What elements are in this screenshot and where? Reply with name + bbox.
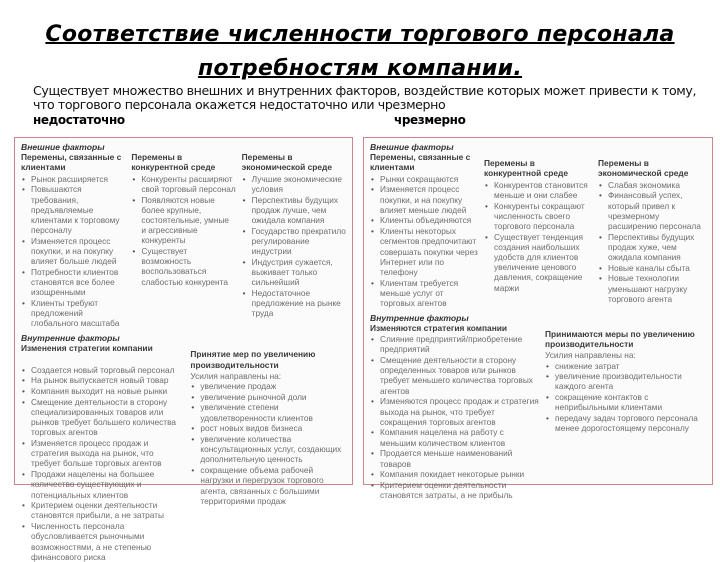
panel-insufficient	[14, 137, 353, 562]
list-item: • Клиенты объединяются	[370, 215, 478, 225]
column-heading: Изменяются стратегия компании	[370, 322, 508, 333]
list-item: • снижение затрат	[545, 361, 706, 371]
list-item: • Конкурентов становится меньше и они слабее	[484, 180, 592, 200]
list-item: • Слияние предприятий/приобретение предприятий	[370, 334, 539, 354]
list-item: • Клиенты требуют предложений глобального масштаба	[21, 298, 125, 329]
column-heading: Принятие мер по увеличению производительности	[190, 349, 316, 370]
factor-list	[545, 361, 706, 434]
list-item: • Компания выходит на новые рынки	[21, 386, 184, 396]
list-item: • Появляются новые более крупные, состоятельные, умные и агрессивные конкуренты	[131, 195, 235, 246]
external-factors-heading: Внешние факторы	[21, 142, 105, 152]
list-item: • Финансовый успех, который привел к чрезмерному расширению персонала	[598, 190, 706, 231]
list-item: • Компания покидает некоторые рынки	[370, 469, 539, 479]
list-item: • Перспективы будущих продаж лучше, чем ожидала компания	[242, 195, 346, 226]
column-productivity	[545, 323, 706, 501]
list-item: • Существует тенденция создания наибольших удобств для клиентов увеличение ценового давления, сокращение маржи	[484, 232, 592, 293]
title-line-2: потребностям компании.	[197, 56, 523, 81]
list-item: • Конкуренты расширяют свой торговый персонал	[131, 174, 235, 194]
list-item: • Изменяется процесс продаж и стратегия выхода на рынок, что требует больше торговых агентов	[21, 438, 184, 469]
column-heading: Принимаются меры по увеличению производительности	[545, 328, 695, 350]
column-lead: Усилия направлены на:	[545, 350, 636, 361]
list-item: • Недостаточное предложение на рынке труда	[242, 288, 346, 319]
column-clients	[370, 152, 478, 309]
list-item: • Повышаются требования, предъявляемые клиентами к торговому персоналу	[21, 184, 125, 235]
slide-title	[0, 18, 720, 86]
column-lead: Усилия направлены на:	[190, 370, 282, 381]
column-heading: Перемены, связанные с клиентами	[370, 152, 471, 173]
internal-factors-row	[21, 343, 346, 562]
list-item: • рост новых видов бизнеса	[190, 423, 346, 433]
list-item: • Компания нацелена на работу с меньшим количеством клиентов	[370, 427, 539, 447]
internal-factors-heading: Внутренние факторы	[370, 312, 469, 323]
factor-list	[131, 174, 235, 287]
list-item: • Создается новый торговый персонал	[21, 365, 184, 375]
list-item: • Лучшие экономические условия	[242, 174, 346, 194]
list-item: • Численность персонала обусловливается рыночными возможностями, а не степенью финансового риска	[21, 521, 184, 562]
list-item: • Конкуренты сокращают численность своего торгового персонала	[484, 201, 592, 232]
list-item: • Слабая экономика	[598, 180, 706, 190]
column-productivity	[190, 343, 346, 562]
list-item: • Клиенты некоторых сегментов предпочитают совершать покупки через Интернет или по телефону	[370, 226, 478, 277]
list-item: • увеличение количества консультационных услуг, создающих дополнительную ценность	[190, 434, 346, 465]
panel-excessive	[363, 137, 713, 501]
list-item: • Изменяются процесс продаж и стратегия выхода на рынок, что требует сокращения торговых агентов	[370, 396, 539, 427]
column-economy	[598, 152, 706, 309]
column-clients	[21, 152, 125, 329]
column-strategy	[370, 323, 539, 501]
column-competition	[131, 152, 235, 329]
column-strategy	[21, 343, 184, 562]
factor-list	[370, 174, 478, 309]
list-item: • Индустрия сужается, выживает только сильнейший	[242, 257, 346, 288]
column-competition	[484, 152, 592, 309]
column-heading: Перемены в конкурентной среде	[131, 152, 216, 173]
column-heading: Перемены в экономической среде	[598, 158, 689, 179]
list-item: • На рынок выпускается новый товар	[21, 375, 184, 385]
list-item: • сокращение объема рабочей нагрузки и перегрузок торгового агента, связанных с большими территориями продаж	[190, 465, 346, 506]
column-heading: Перемены, связанные с клиентами	[21, 152, 122, 173]
list-item: • увеличение рыночной доли	[190, 392, 346, 402]
external-factors-row	[370, 152, 706, 309]
external-factors-row	[21, 152, 346, 329]
list-item: • сокращение контактов с неприбыльными клиентами	[545, 392, 706, 412]
list-item: • Новые технологии уменьшают нагрузку торгового агента	[598, 273, 706, 304]
factor-list	[21, 365, 184, 562]
list-item: • Рынок расширяется	[21, 174, 125, 184]
list-item: • Изменяется процесс покупки, и на покупку влияет больше людей	[21, 236, 125, 267]
factor-list	[598, 180, 706, 304]
list-item: • Государство прекратило регулирование индустрии	[242, 226, 346, 257]
list-item: • Рынки сокращаются	[370, 174, 478, 184]
list-item: • Потребности клиентов становятся все более изощренными	[21, 267, 125, 298]
title-line-1: Соответствие численности торгового персонала	[45, 22, 675, 47]
list-item: • Изменяется процесс покупки, и на покупку влияет меньше людей	[370, 184, 478, 215]
list-item: • Перспективы будущих продаж хуже, чем ожидала компания	[598, 232, 706, 263]
list-item: • Продается меньше наименований товаров	[370, 448, 539, 468]
factor-list	[190, 381, 346, 506]
internal-factors-row	[370, 323, 706, 501]
external-factors-heading: Внешние факторы	[370, 142, 454, 152]
list-item: • Существует возможность воспользоваться слабостью конкурента	[131, 246, 235, 287]
list-item: • Клиентам требуется меньше услуг от торговых агентов	[370, 278, 478, 309]
list-item: • увеличение производительности каждого агента	[545, 371, 706, 391]
column-heading: Изменения стратегии компании	[21, 343, 153, 354]
label-excessive: чрезмерно	[394, 113, 466, 127]
list-item: • передачу задач торгового персонала менее дорогостоящему персоналу	[545, 413, 706, 433]
list-item: • увеличение степени удовлетворенности клиентов	[190, 402, 346, 422]
list-item: • Продажи нацелены на большее количество существующих и потенциальных клиентов	[21, 469, 184, 500]
label-insufficient: недостаточно	[33, 113, 125, 127]
column-heading: Перемены в экономической среде	[241, 152, 333, 173]
column-economy	[242, 152, 346, 329]
list-item: • Критерием оценки деятельности становятся затраты, а не прибыль	[370, 480, 539, 500]
list-item: • Смещение деятельности в сторону специализированных товаров или рынков требует большего количества торговых агентов	[21, 397, 184, 438]
internal-factors-heading: Внутренние факторы	[21, 333, 120, 344]
factor-list	[242, 174, 346, 319]
list-item: • Смещение деятельности в сторону определенных товаров или рынков требует меньшего количества торговых агентов	[370, 355, 539, 396]
factor-list	[370, 334, 539, 500]
list-item: • увеличение продаж	[190, 381, 346, 391]
column-heading: Перемены в конкурентной среде	[484, 158, 568, 179]
intro-text: Существует множество внешних и внутренних факторов, воздействие которых может привести к тому, что торгового персонала окажется недостаточно или чрезмерно	[33, 83, 697, 112]
list-item: • Новые каналы сбыта	[598, 263, 706, 273]
list-item: • Критерием оценки деятельности становятся прибыли, а не затраты	[21, 500, 184, 520]
factor-list	[484, 180, 592, 293]
factor-list	[21, 174, 125, 329]
